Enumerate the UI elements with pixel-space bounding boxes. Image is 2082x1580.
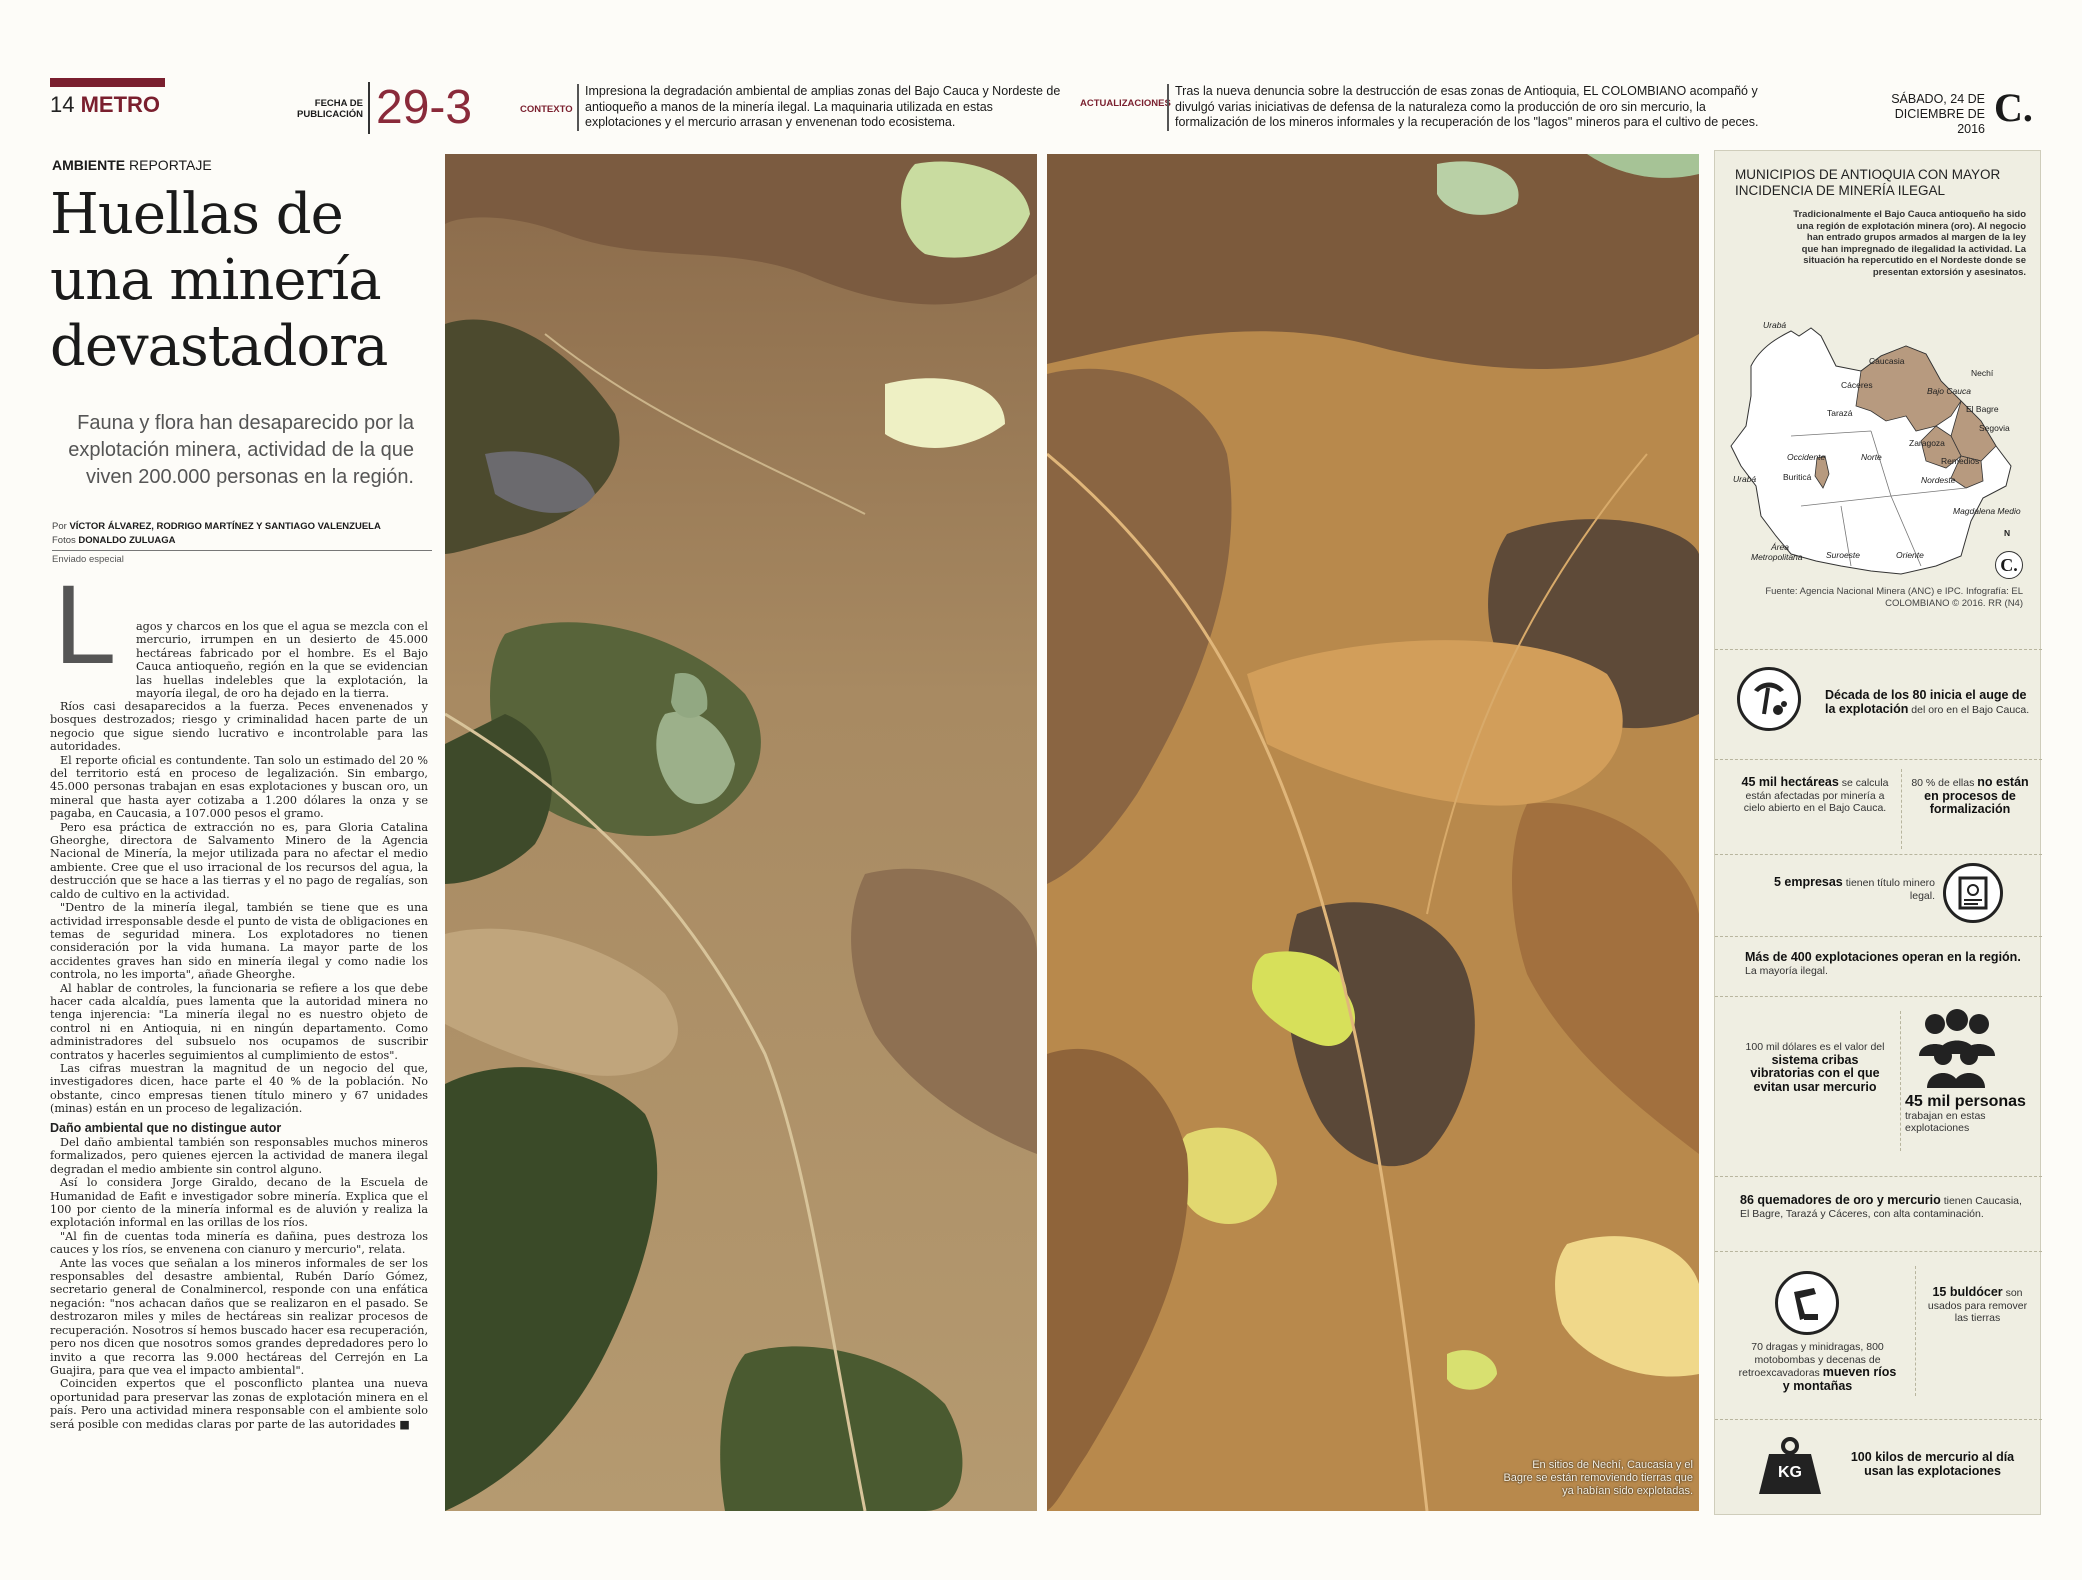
newspaper-logo: C. [1994,85,2033,130]
updates-text: Tras la nueva denuncia sobre la destrucción de esas zonas de Antioquia, EL COLOMBIANO acompañó y divulgó varias iniciativas de defensa de la naturaleza como la producción de oro sin mercurio, la formalización de los mineros informales y la recuperación de los "lagos" mineros para el cultivo de peces. [1167,84,1767,131]
stat-people-bold: 45 mil personas [1905,1093,2026,1110]
people-group-icon [1905,1006,2005,1091]
stat-burners-text: tienen Caucasia, El Bagre, Tarazá y Cáceres, con alta contaminación. [1740,1195,2022,1220]
page-header [50,78,2046,136]
infographic-title: MUNICIPIOS DE ANTIOQUIA CON MAYOR INCIDENCIA DE MINERÍA ILEGAL [1735,167,2001,198]
map-label-occidente: Occidente [1787,452,1826,462]
map-label-magdalena-medio: Magdalena Medio [1953,506,2021,516]
map-label-zaragoza: Zaragoza [1909,438,1945,448]
section-rule [50,78,165,87]
stat-mercury-bold: 100 kilos de mercurio al día usan las explotaciones [1850,1450,2015,1478]
map-label-caceres: Cáceres [1841,380,1873,390]
publication-date: 29-3 [368,82,472,134]
stat-sieve-bold: sistema cribas vibratorias con el que evitan usar mercurio [1750,1052,1880,1094]
map-label-taraza: Tarazá [1827,408,1853,418]
map-label-nechi: Nechí [1971,368,1994,378]
stat-bulldozer-bold: 15 buldócer [1932,1285,2003,1299]
stat-companies-text: tienen título minero legal. [1845,877,1935,902]
map-label-suroeste: Suroeste [1826,550,1861,560]
map-label-segovia: Segovia [1979,423,2010,433]
page-number-value: 14 [50,92,75,117]
context-text: Impresiona la degradación ambiental de amplias zonas del Bajo Cauca y Nordeste de antioqueño a manos de la minería ilegal. La maquinaria utilizada en estas explotaciones y el mercurio arrasan y envenenan todo ecosistema. [577,84,1067,131]
excavator-icon [1775,1271,1839,1335]
subhead: Daño ambiental que no distingue autor [50,1120,282,1135]
publication-date-label: FECHA DE PUBLICACIÓN [297,98,363,120]
updates-label: ACTUALIZACIONES [1080,98,1171,109]
map-label-nordeste: Nordeste [1921,475,1956,485]
vertical-divider [1900,1011,1901,1151]
stat-hectares-bold: 45 mil hectáreas [1741,775,1839,789]
body-paragraph: "Al fin de cuentas toda minería es dañina, pues destroza los cauces y los ríos, se envenena con cianuro y mercurio", relata. [50,1229,428,1257]
stat-decade-text: del oro en el Bajo Cauca. [1911,703,2030,716]
divider [1715,649,2042,650]
infographic-intro: Tradicionalmente el Bajo Cauca antioqueño ha sido una región de explotación minera (oro). Al negocio han entrado grupos armados al margen de la ley que han impregnado de ilegalidad la actividad. La situación ha repercutido en el Nordeste donde se presentan extorsión y asesinatos. [1793,209,2026,278]
stat-people-text: trabajan en estas explotaciones [1905,1109,1986,1134]
map-label-bajo-cauca: Bajo Cauca [1927,386,1971,396]
stat-hectares-text: se calcula están afectadas por minería a cielo abierto en el Bajo Cauca. [1743,777,1889,814]
photographer: DONALDO ZULUAGA [78,535,176,546]
stat-decade-bold: Década de los 80 inicia el auge de la explotación [1825,688,2027,716]
article-body [50,700,428,1431]
byline-divider [52,550,432,551]
kicker-type: REPORTAJE [129,157,212,173]
stat-decade [1825,689,2030,716]
byline-prefix: Por [52,521,67,532]
body-paragraph: Ante las voces que señalan a los mineros informales de ser los responsables del desastre ambiental, Rubén Darío Gómez, secretario general de Conalminercol, responde con una enfática negación: "nos achacan daños que se realizaron en el pasado. Se destrozaron miles y miles de hectáreas sin realizar procesos de recuperación. Nosotros sí hemos buscado hacer esa recuperación, pero nos dicen que nosotros somos grandes depredadores pero lo invito a que recorra las 9.000 hectáreas del Cerrejón en La Guajira, para que vea el impacto ambiental". [50,1256,428,1377]
body-paragraph: Pero esa práctica de extracción no es, para Gloria Catalina Gheorghe, directora de Salvamento Minero de la Agencia Nacional de Minería, la mejor utilizada para no afectar el medio ambiente. Cree que el uso irracional de los recursos del agua, la destrucción que se hace a las tierras y el no pago de regalías, son caldo de cultivo en la actividad. [50,820,428,901]
stat-bulldozer [1925,1286,2030,1325]
vertical-divider [1915,1266,1916,1396]
body-paragraph: Las cifras muestran la magnitud de un negocio del que, investigadores dicen, hace parte el 40 % de la población. No obstante, cinco empresas tienen título minero y 67 unidades (minas) están en un proceso de legalización. [50,1061,428,1116]
map-label-uraba-left: Urabá [1733,474,1757,484]
byline [52,520,432,548]
map-label-area-metro-2: Metropolitana [1751,552,1803,562]
map-label-el-bagre: El Bagre [1966,404,1999,414]
stat-dredges [1735,1341,1900,1393]
divider [1715,759,2042,760]
body-paragraph: El reporte oficial es contundente. Tan solo un estimado del 20 % del territorio está en proceso de legalización. Sin embargo, 45.000 personas trabajan en esas explotaciones y buscan oro, un mineral que hasta ayer cotizaba a 1.200 dólares la onza y se pagaba, en Caucasia, a 107.000 pesos el gramo. [50,753,428,821]
pickaxe-gold-icon [1737,667,1801,731]
edition-date: SÁBADO, 24 DE DICIEMBRE DE 2016 [1891,92,1985,136]
stat-mercury [1835,1451,2030,1478]
section-name: METRO [80,92,161,117]
stat-people [1905,1093,2035,1135]
body-paragraph: "Dentro de la minería ilegal, también se tiene que es una actividad irresponsable desde el punto de vista de obligaciones en temas de seguridad minera. Los explotadores no tienen consideración por la vida humana. La mayor parte de los accidentes graves han sido en minería ilegal y como nadie los controla, no les importa", añade Gheorghe. [50,901,428,982]
map-label-norte: Norte [1861,452,1882,462]
divider [1715,936,2042,937]
byline-authors: VÍCTOR ÁLVAREZ, RODRIGO MARTÍNEZ Y SANTIAGO VALENZUELA [69,521,381,532]
map-label-oriente: Oriente [1896,550,1924,560]
aerial-photo-right-image [1047,154,1699,1511]
photo-prefix: Fotos [52,535,76,546]
stat-bulldozer-text: son usados para remover las tierras [1927,1287,2028,1324]
body-paragraph: Coinciden expertos que el posconflicto plantea una nueva oportunidad para preservar las zonas de explotación minera en el país. Pero una actividad minera responsable con el ambiente solo será posible con medidas claras por parte de las autoridades ■ [50,1377,428,1431]
map-label-caucasia: Caucasia [1869,356,1905,366]
vertical-divider [1901,769,1902,849]
headline: Huellas de una minería devastadora [50,182,388,379]
body-paragraph: Al hablar de controles, la funcionaria se refiere a los que debe hacer cada alcaldía, pues lamenta que la autoridad minera no tenga injerencia: "La minería ilegal no es nuestro objeto de control ni en Antioquia, ni en ningún departamento. Como administradores del subsuelo nos ocupamos de suscribir contratos y hacerles seguimientos al cumplimiento de estos". [50,981,428,1062]
article-kicker [52,157,212,173]
stat-percent-bold: no están en procesos de formalización [1924,775,2029,816]
body-paragraph: Así lo considera Jorge Giraldo, decano de la Escuela de Humanidad de Eafit e investigador sobre minería. Explica que el 100 por ciento de la minería informal es de aluvión y realiza la explotación informal en las orillas de los ríos. [50,1176,428,1230]
aerial-photo-left [445,154,1037,1511]
page-number [50,92,160,118]
stat-companies-bold: 5 empresas [1773,875,1843,889]
body-paragraph-first: agos y charcos en los que el agua se mezcla con el mercurio, irrumpen en un desierto de 45.000 hectáreas fabricado por el hombre. Es el Bajo Cauca antioqueño, región en la que se evidencian las huellas indelebles que la explotación, la mayoría ilegal, de oro ha dejado en la tierra. [136,620,428,701]
certificate-icon [1943,863,2003,923]
stat-sieve [1740,1041,1890,1094]
divider [1715,854,2042,855]
divider [1715,1176,2042,1177]
deck: Fauna y flora han desaparecido por la explotación minera, actividad de la que viven 200.000 personas en la región. [68,412,414,488]
antioquia-map [1721,236,2036,586]
photo-caption: En sitios de Nechí, Caucasia y el Bagre se están removiendo tierras que ya habían sido explotadas. [1503,1459,1693,1497]
stat-companies [1755,876,1935,902]
divider [1715,1251,2042,1252]
stat-mines [1745,951,2025,977]
drop-cap: L [54,562,117,687]
stat-hectares [1735,776,1895,815]
map-label-remedios: Remedios [1941,456,1980,466]
stat-mines-text: La mayoría ilegal. [1745,964,1828,977]
aerial-photo-left-image [445,154,1037,1511]
north-arrow-icon: N [2004,528,2011,538]
stat-percent [1910,776,2030,817]
context-label: CONTEXTO [520,104,573,115]
map-label-buritica: Buriticá [1783,472,1812,482]
aerial-photo-right [1047,154,1699,1511]
stat-dredges-pre: 70 dragas y minidragas, 800 motobombas y decenas de retroexcavadoras [1738,1341,1884,1379]
stat-dredges-bold: mueven ríos y montañas [1782,1365,1897,1393]
infographic-logo: C. [1995,551,2023,579]
map-label-uraba-top: Urabá [1763,320,1787,330]
byline-sent: Enviado especial [52,554,124,565]
infographic-source: Fuente: Agencia Nacional Minera (ANC) e IPC. Infografía: EL COLOMBIANO © 2016. RR (N4) [1765,586,2023,609]
kg-label: KG [1778,1464,1802,1481]
kicker-section: AMBIENTE [52,157,126,173]
stat-burners [1740,1194,2030,1220]
infographic-sidebar [1714,150,2041,1515]
map-label-area-metro-1: Área [1771,542,1789,552]
body-paragraph: Del daño ambiental también son responsables muchos mineros formalizados, pero quienes ejercen la actividad de manera ilegal degradan el medio ambiente sin control alguno. [50,1136,428,1176]
divider [1715,996,2042,997]
divider [1715,1419,2042,1420]
body-paragraph: Ríos casi desaparecidos a la fuerza. Peces envenenados y bosques destrozados; riesgo y criminalidad hacen parte de un negocio que sigue siendo lucrativo e incontrolable para las autoridades. [50,700,428,754]
stat-percent-pre: 80 % de ellas [1911,777,1975,789]
stat-burners-bold: 86 quemadores de oro y mercurio [1740,1193,1941,1207]
stat-mines-bold: Más de 400 explotaciones operan en la región. [1745,950,2021,964]
stat-sieve-pre: 100 mil dólares es el valor del [1745,1041,1885,1053]
